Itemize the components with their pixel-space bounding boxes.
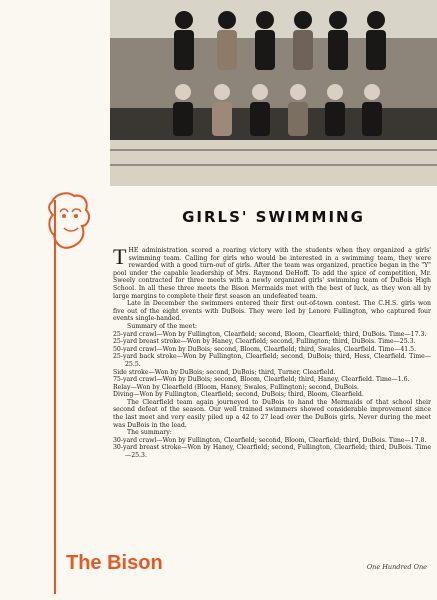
summary-heading: Summary of the meet: [127, 322, 197, 330]
result-line: Diving—Won by Fullington, Clearfield; second, DuBois; third, Bloom, Clearfield. [113, 391, 364, 399]
article-body [113, 244, 431, 460]
result-line: 30-yard breast stroke—Won by Haney, Clearfield; second, Fullington, Clearfield; third, DuBois. Time—25.3. [113, 444, 431, 460]
team-photo [110, 0, 437, 186]
second-paragraph: Late in December the swimmers entered their first out-of-town contest. The C.H.S. girls won five out of the eight events with DuBois. They were led by Lenore Fullington, who captured four events single-handed. [113, 300, 431, 323]
result-line: 75-yard crawl—Won by DuBois; second, Bloom, Clearfield; third, Haney, Clearfield. Time—1.6. [113, 376, 410, 384]
accent-rule [54, 200, 56, 594]
intro-paragraph [113, 244, 431, 300]
result-line: Side stroke—Won by DuBois; second, DuBois; third, Turner, Clearfield. [113, 368, 336, 376]
team-photo-icon [110, 0, 437, 186]
page-number: One Hundred One [366, 563, 427, 571]
result-line: Relay—Won by Clearfield (Bloom, Haney, Swales, Fullington); second, DuBois. [113, 383, 359, 391]
result-line: 30-yard crawl—Won by Fullington, Clearfield; second, Bloom, Clearfield; third, DuBois. Time—17.8. [113, 436, 427, 444]
result-line: 25-yard breast stroke—Won by Haney, Clearfield; second, Fullington; third, DuBois. Time—25.3. [113, 338, 416, 346]
result-line: 50-yard crawl—Won by DuBois; second, Bloom, Clearfield; third, Swales, Clearfield. Time—41.5. [113, 345, 417, 353]
third-paragraph: The Clearfield team again journeyed to DuBois to hand the Mermaids of that school their second defeat of the season. Our well trained swimmers showed considerable improvement since the last meet and very easily piled up a 42 to 27 lead over the DuBois girls. Never during the meet was DuBois in the lead. [113, 398, 431, 429]
dropcap: T [113, 244, 127, 269]
summary-heading-2: The summary: [127, 429, 172, 437]
page-title: GIRLS' SWIMMING [182, 208, 365, 226]
yearbook-title: The Bison [66, 552, 163, 574]
result-line: 25-yard crawl—Won by Fullington, Clearfield; second, Bloom, Clearfield; third, DuBois. Time—17.3. [113, 330, 427, 338]
result-line: 25-yard back stroke—Won by Fullington, Clearfield; second, DuBois; third, Hess, Clearfield. Time—25.5. [113, 353, 431, 368]
intro-text: HE administration scored a roaring victory with the students when they organized a girls' swimming team. Calling for girls who would be interested in a swimming team, they were rewarded with a good turn-out of girls. After the team was organized, practice began in the "Y" pool under the capable leadership of Mrs. Raymond DeHoff. To add the spice of competition, Mr. Sweely contracted for three meets with a newly organized girls' swimming team of DuBois High School. In all these three meets the Bison Mermaids met with the best of luck, as they won all by large margins to complete their first season an undefeated team. [113, 247, 431, 300]
bison-mascot-icon [44, 192, 94, 256]
